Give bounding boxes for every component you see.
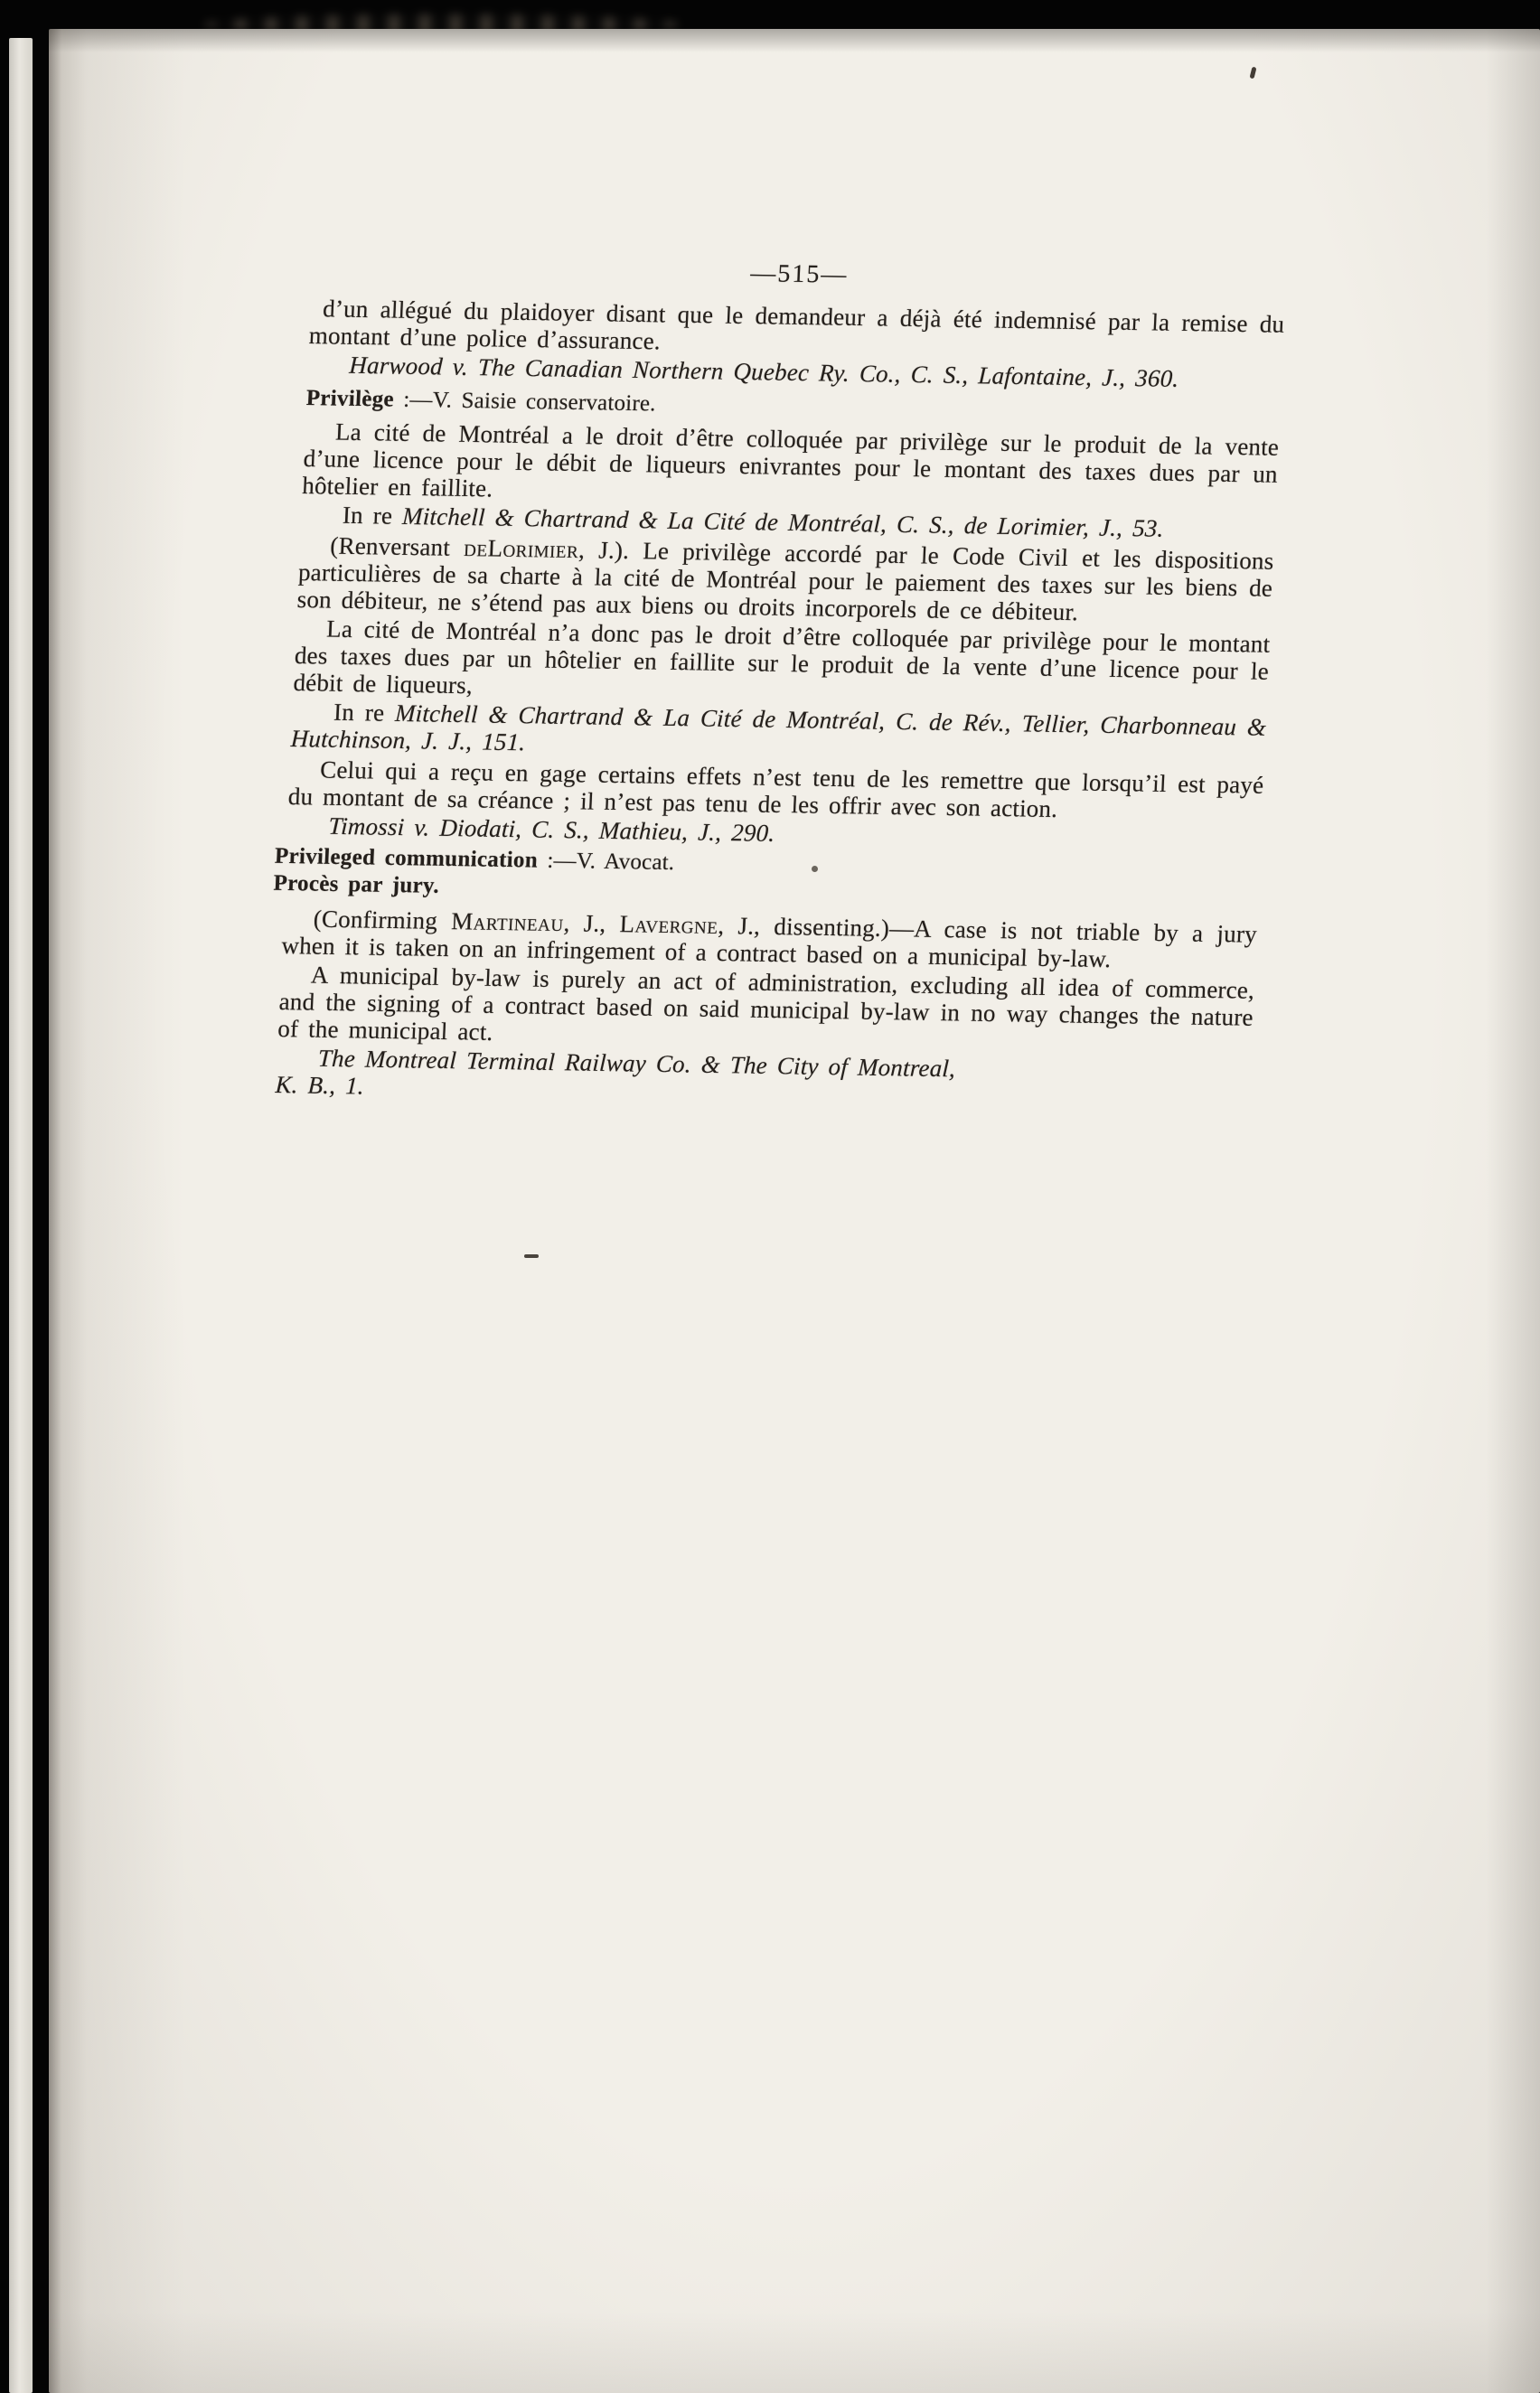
ink-speck	[524, 1254, 539, 1258]
digest-paragraph: A municipal by-law is purely an act of administration, excluding all idea of commerce, and the signing of a contract based on said municipal by-law in no way changes the nature of the municipal act.	[277, 961, 1255, 1046]
headword-cross-reference: :—V. Saisie conservatoire.	[393, 387, 657, 417]
digest-paragraph: La cité de Montréal a le droit d’être colloquée par privilège sur le produit de la vente d’une licence pour le débit de liqueurs enivrantes pour le montant des taxes dues par un hôtelier en faillite.	[301, 418, 1280, 502]
citation-prefix: In re	[342, 501, 403, 530]
paragraph-text: (Renversant	[329, 531, 465, 561]
judge-name: Lavergne	[619, 910, 719, 939]
adjacent-page-edge	[9, 38, 33, 2393]
paragraph-text: , J., dissenting.)—A case is not triable by a jury when it is taken on an infringement of a contract based on a municipal by-law.	[280, 911, 1258, 973]
judge-name: deLorimier	[463, 533, 579, 564]
digest-paragraph: Celui qui a reçu en gage certains effets n’est tenu de les remettre que lorsqu’il est payé du montant de sa créance ; il n’est pas tenu de les offrir avec son action.	[287, 755, 1264, 823]
paragraph-text: (Confirming	[313, 905, 452, 935]
headword: Privileged communication	[274, 843, 539, 873]
page-text-block	[275, 253, 1287, 1118]
citation-line: K. B., 1.	[274, 1071, 365, 1100]
book-page	[49, 29, 1540, 2393]
case-citation: Harwood v. The Canadian Northern Quebec Ry. Co., C. S., Lafontaine, J., 360.	[348, 351, 1180, 392]
headword: Privilège	[305, 386, 395, 412]
headword-cross-reference: :—V. Avocat.	[537, 848, 675, 876]
ink-speck	[812, 866, 818, 872]
citation-prefix: In re	[333, 698, 396, 727]
paragraph-continuation: d’un allégué du plaidoyer disant que le demandeur a déjà été indemnisé par la remise du montant d’une police d’assurance.	[308, 295, 1285, 355]
citation-body: Mitchell & Chartrand & La Cité de Montréal, C. de Rév., Tellier, Charbonneau & Hutchinson, J. J., 151.	[290, 699, 1267, 756]
judge-name: Martineau	[450, 907, 565, 937]
paragraph-text: , J.). Le privilège accordé par le Code Civil et les dispositions particulières de sa charte à la cité de Montréal pour le paiement des taxes sur les biens de son débiteur, ne s’étend pas aux biens ou droits incorporels de ce débiteur.	[296, 536, 1275, 626]
case-citation: Timossi v. Diodati, C. S., Mathieu, J., 290.	[327, 812, 775, 847]
paragraph-text: , J.,	[563, 909, 621, 938]
digest-paragraph	[296, 531, 1274, 629]
citation-line: The Montreal Terminal Railway Co. & The City of Montreal,	[317, 1044, 956, 1083]
page-number: —515—	[749, 259, 850, 289]
headword: Procès par jury.	[273, 870, 440, 898]
digest-paragraph: La cité de Montréal n’a donc pas le droit d’être colloquée par privilège pour le montant des taxes dues par un hôtelier en faillite sur le produit de la vente d’une licence pour le débit de liqueurs,	[292, 615, 1271, 699]
citation-body: Mitchell & Chartrand & La Cité de Montréal, C. S., de Lorimier, J., 53.	[401, 502, 1165, 542]
